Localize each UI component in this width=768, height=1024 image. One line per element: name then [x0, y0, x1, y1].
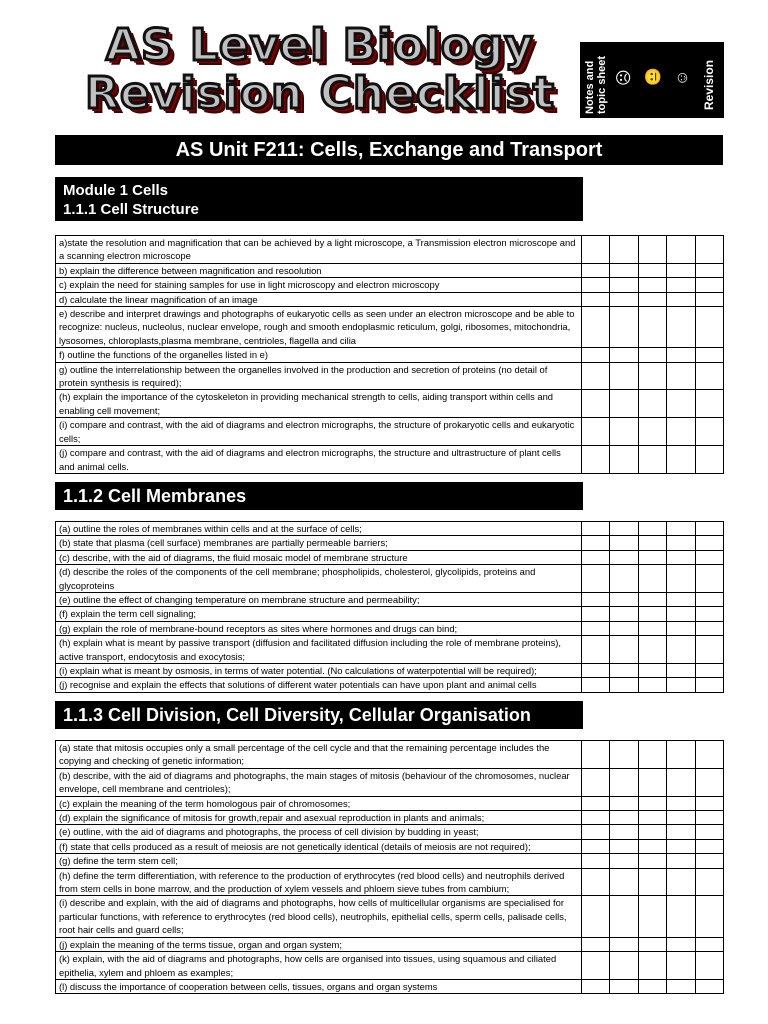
table-row — [56, 263, 724, 277]
objective-text: e) describe and interpret drawings and photographs of eukaryotic cells as seen under an electron microscope and be able to recognize: nucleus, nucleolus, nuclear envelope, rough and smooth endoplasmic reticulum, golgi, ribosomes, mitochondria, lysosomes, chloroplasts,plasma membrane, centrioles, flagella and cilia — [56, 307, 582, 348]
neutral-checkbox[interactable] — [638, 854, 666, 868]
table-row — [56, 348, 724, 362]
happy-checkbox[interactable] — [667, 446, 695, 474]
table-row — [56, 678, 724, 692]
sad-checkbox[interactable] — [610, 979, 638, 993]
happy-checkbox[interactable] — [667, 418, 695, 446]
objective-text: (i) describe and explain, with the aid of diagrams and photographs, how cells of multicellular organisms are specialised for particular functions, with reference to erythrocytes (red blood cells), neutrophils, epithelial cells, sperm cells, palisade cells, root hair cells and guard cells; — [56, 896, 582, 937]
unit-title: AS Unit F211: Cells, Exchange and Transport — [55, 135, 723, 165]
sad-checkbox[interactable] — [610, 236, 638, 264]
happy-checkbox[interactable] — [667, 278, 695, 292]
table-row — [56, 593, 724, 607]
neutral-checkbox[interactable] — [638, 768, 666, 796]
objective-text: (j) recognise and explain the effects that solutions of different water potentials can have upon plant and animal cells — [56, 678, 582, 692]
happy-checkbox[interactable] — [667, 937, 695, 951]
table-row — [56, 278, 724, 292]
sad-checkbox[interactable] — [610, 839, 638, 853]
neutral-checkbox[interactable] — [638, 362, 666, 390]
sad-checkbox[interactable] — [610, 307, 638, 348]
sad-checkbox[interactable] — [610, 768, 638, 796]
objective-text: (b) state that plasma (cell surface) membranes are partially permeable barriers; — [56, 536, 582, 550]
sad-checkbox[interactable] — [610, 854, 638, 868]
revision-checkbox[interactable] — [695, 292, 723, 306]
neutral-checkbox[interactable] — [638, 825, 666, 839]
objective-text: (i) compare and contrast, with the aid of diagrams and electron micrographs, the structure of prokaryotic cells and eukaryotic cells; — [56, 418, 582, 446]
revision-label: Revision — [702, 59, 716, 110]
table-row — [56, 522, 724, 536]
neutral-checkbox[interactable] — [638, 446, 666, 474]
table-row — [56, 896, 724, 937]
table-row — [56, 390, 724, 418]
neutral-checkbox[interactable] — [638, 678, 666, 692]
revision-checkbox[interactable] — [695, 565, 723, 593]
sad-face-icon: ☹ — [616, 69, 633, 86]
revision-checkbox[interactable] — [695, 418, 723, 446]
revision-checkbox[interactable] — [695, 263, 723, 277]
table-row — [56, 952, 724, 980]
objective-text: (f) explain the term cell signaling; — [56, 607, 582, 621]
table-row — [56, 446, 724, 474]
objective-text: a)state the resolution and magnification that can be achieved by a light microscope, a Transmission electron microscope and a scanning electron microscope — [56, 236, 582, 264]
table-row — [56, 839, 724, 853]
revision-checkbox[interactable] — [695, 522, 723, 536]
sad-checkbox[interactable] — [610, 550, 638, 564]
revision-checkbox[interactable] — [695, 937, 723, 951]
objective-text: (g) explain the role of membrane-bound receptors as sites where hormones and drugs can bind; — [56, 621, 582, 635]
notes-checkbox[interactable] — [582, 768, 610, 796]
revision-checkbox[interactable] — [695, 236, 723, 264]
happy-checkbox[interactable] — [667, 292, 695, 306]
revision-checkbox[interactable] — [695, 952, 723, 980]
neutral-checkbox[interactable] — [638, 796, 666, 810]
revision-checkbox[interactable] — [695, 825, 723, 839]
objective-text: (c) describe, with the aid of diagrams, the fluid mosaic model of membrane structure — [56, 550, 582, 564]
table-row — [56, 565, 724, 593]
revision-checkbox[interactable] — [695, 550, 723, 564]
table-row — [56, 741, 724, 769]
notes-checkbox[interactable] — [582, 937, 610, 951]
sad-checkbox[interactable] — [610, 362, 638, 390]
sad-checkbox[interactable] — [610, 446, 638, 474]
notes-checkbox[interactable] — [582, 621, 610, 635]
table-row — [56, 550, 724, 564]
table-row — [56, 937, 724, 951]
happy-face-icon: ☺ — [674, 69, 691, 86]
revision-checkbox[interactable] — [695, 390, 723, 418]
section-heading-cell-division: 1.1.3 Cell Division, Cell Diversity, Cellular Organisation — [55, 701, 583, 729]
objective-text: (b) describe, with the aid of diagrams and photographs, the main stages of mitosis (behaviour of the chromosomes, nuclear envelope, cell membrane and centrioles); — [56, 768, 582, 796]
sad-checkbox[interactable] — [610, 536, 638, 550]
neutral-checkbox[interactable] — [638, 418, 666, 446]
sad-checkbox[interactable] — [610, 868, 638, 896]
section-title: 1.1.1 Cell Structure — [63, 201, 199, 218]
neutral-checkbox[interactable] — [638, 593, 666, 607]
neutral-checkbox[interactable] — [638, 741, 666, 769]
happy-checkbox[interactable] — [667, 390, 695, 418]
sad-checkbox[interactable] — [610, 278, 638, 292]
objective-text: (h) explain the importance of the cytoskeleton in providing mechanical strength to cells, aiding transport within cells and enabling cell movement; — [56, 390, 582, 418]
table-row — [56, 979, 724, 993]
happy-checkbox[interactable] — [667, 565, 695, 593]
revision-checkbox[interactable] — [695, 839, 723, 853]
notes-checkbox[interactable] — [582, 278, 610, 292]
notes-checkbox[interactable] — [582, 607, 610, 621]
notes-checkbox[interactable] — [582, 593, 610, 607]
notes-checkbox[interactable] — [582, 796, 610, 810]
notes-checkbox[interactable] — [582, 362, 610, 390]
neutral-checkbox[interactable] — [638, 811, 666, 825]
revision-checkbox[interactable] — [695, 446, 723, 474]
revision-checkbox[interactable] — [695, 307, 723, 348]
neutral-checkbox[interactable] — [638, 607, 666, 621]
sad-checkbox[interactable] — [610, 418, 638, 446]
neutral-checkbox[interactable] — [638, 565, 666, 593]
happy-checkbox[interactable] — [667, 825, 695, 839]
module-title: Module 1 Cells — [63, 182, 169, 199]
revision-checkbox[interactable] — [695, 868, 723, 896]
revision-checkbox[interactable] — [695, 678, 723, 692]
notes-checkbox[interactable] — [582, 236, 610, 264]
neutral-checkbox[interactable] — [638, 278, 666, 292]
notes-checkbox[interactable] — [582, 741, 610, 769]
objective-text: b) explain the difference between magnification and resoolution — [56, 263, 582, 277]
neutral-checkbox[interactable] — [638, 390, 666, 418]
objective-text: (d) describe the roles of the components of the cell membrane; phospholipids, cholesterol, glycolipids, proteins and glycoproteins — [56, 565, 582, 593]
table-row — [56, 811, 724, 825]
objective-text: (d) explain the significance of mitosis for growth,repair and asexual reproduction in plants and animals; — [56, 811, 582, 825]
happy-checkbox[interactable] — [667, 854, 695, 868]
happy-checkbox[interactable] — [667, 348, 695, 362]
notes-checkbox[interactable] — [582, 263, 610, 277]
objective-text: d) calculate the linear magnification of an image — [56, 292, 582, 306]
notes-checkbox[interactable] — [582, 839, 610, 853]
sad-checkbox[interactable] — [610, 636, 638, 664]
revision-checkbox[interactable] — [695, 979, 723, 993]
notes-checkbox[interactable] — [582, 896, 610, 937]
sad-checkbox[interactable] — [610, 621, 638, 635]
revision-checkbox[interactable] — [695, 593, 723, 607]
notes-label-1: Notes and — [584, 60, 596, 114]
notes-checkbox[interactable] — [582, 825, 610, 839]
table-row — [56, 664, 724, 678]
table-row — [56, 868, 724, 896]
objective-text: (j) explain the meaning of the terms tissue, organ and organ system; — [56, 937, 582, 951]
notes-checkbox[interactable] — [582, 307, 610, 348]
happy-checkbox[interactable] — [667, 896, 695, 937]
table-row — [56, 292, 724, 306]
checklist-table-cell-membranes — [55, 521, 724, 693]
happy-checkbox[interactable] — [667, 952, 695, 980]
happy-checkbox[interactable] — [667, 621, 695, 635]
objective-text: (h) explain what is meant by passive transport (diffusion and facilitated diffusion including the role of membrane proteins), active transport, endocytosis and exocytosis; — [56, 636, 582, 664]
notes-checkbox[interactable] — [582, 952, 610, 980]
objective-text: f) outline the functions of the organelles listed in e) — [56, 348, 582, 362]
neutral-checkbox[interactable] — [638, 536, 666, 550]
table-row — [56, 796, 724, 810]
happy-checkbox[interactable] — [667, 811, 695, 825]
happy-checkbox[interactable] — [667, 362, 695, 390]
neutral-checkbox[interactable] — [638, 937, 666, 951]
happy-checkbox[interactable] — [667, 868, 695, 896]
sad-checkbox[interactable] — [610, 796, 638, 810]
neutral-checkbox[interactable] — [638, 664, 666, 678]
happy-checkbox[interactable] — [667, 550, 695, 564]
revision-checkbox[interactable] — [695, 896, 723, 937]
neutral-checkbox[interactable] — [638, 979, 666, 993]
neutral-checkbox[interactable] — [638, 292, 666, 306]
revision-checkbox[interactable] — [695, 796, 723, 810]
sad-checkbox[interactable] — [610, 593, 638, 607]
neutral-checkbox[interactable] — [638, 621, 666, 635]
happy-checkbox[interactable] — [667, 607, 695, 621]
sad-checkbox[interactable] — [610, 937, 638, 951]
happy-checkbox[interactable] — [667, 236, 695, 264]
sad-checkbox[interactable] — [610, 664, 638, 678]
table-row — [56, 236, 724, 264]
table-row — [56, 825, 724, 839]
page-title — [70, 22, 570, 118]
section-heading-cell-membranes: 1.1.2 Cell Membranes — [55, 482, 583, 510]
notes-checkbox[interactable] — [582, 664, 610, 678]
revision-checkbox[interactable] — [695, 348, 723, 362]
notes-checkbox[interactable] — [582, 536, 610, 550]
revision-checkbox[interactable] — [695, 536, 723, 550]
notes-checkbox[interactable] — [582, 418, 610, 446]
happy-checkbox[interactable] — [667, 636, 695, 664]
objective-text: (a) outline the roles of membranes within cells and at the surface of cells; — [56, 522, 582, 536]
neutral-checkbox[interactable] — [638, 236, 666, 264]
neutral-checkbox[interactable] — [638, 868, 666, 896]
objective-text: (l) discuss the importance of cooperation between cells, tissues, organs and organ systems — [56, 979, 582, 993]
revision-checkbox[interactable] — [695, 607, 723, 621]
objective-text: (a) state that mitosis occupies only a small percentage of the cell cycle and that the remaining percentage includes the copying and checking of genetic information; — [56, 741, 582, 769]
sad-checkbox[interactable] — [610, 896, 638, 937]
table-row — [56, 636, 724, 664]
notes-checkbox[interactable] — [582, 390, 610, 418]
happy-checkbox[interactable] — [667, 263, 695, 277]
revision-checkbox[interactable] — [695, 811, 723, 825]
happy-checkbox[interactable] — [667, 593, 695, 607]
notes-checkbox[interactable] — [582, 565, 610, 593]
revision-checkbox[interactable] — [695, 621, 723, 635]
table-row — [56, 536, 724, 550]
happy-checkbox[interactable] — [667, 678, 695, 692]
objective-text: (e) outline, with the aid of diagrams and photographs, the process of cell division by budding in yeast; — [56, 825, 582, 839]
revision-checkbox[interactable] — [695, 362, 723, 390]
notes-checkbox[interactable] — [582, 868, 610, 896]
neutral-checkbox[interactable] — [638, 348, 666, 362]
objective-text: (e) outline the effect of changing temperature on membrane structure and permeability; — [56, 593, 582, 607]
section-heading-cell-structure — [55, 177, 583, 221]
neutral-face-icon: 😐 — [645, 67, 662, 86]
happy-checkbox[interactable] — [667, 979, 695, 993]
neutral-checkbox[interactable] — [638, 263, 666, 277]
objective-text: (h) define the term differentiation, with reference to the production of erythrocytes (red blood cells) and neutrophils derived from stem cells in bone marrow, and the production of xylem vessels and phloem sieve tubes from cambium; — [56, 868, 582, 896]
neutral-checkbox[interactable] — [638, 636, 666, 664]
happy-checkbox[interactable] — [667, 664, 695, 678]
notes-checkbox[interactable] — [582, 446, 610, 474]
notes-label-2: topic sheet — [596, 55, 608, 114]
happy-checkbox[interactable] — [667, 796, 695, 810]
checklist-table-cell-structure — [55, 235, 724, 474]
checklist-table-cell-division — [55, 740, 724, 994]
title-line-1: AS Level Biology — [105, 20, 535, 71]
neutral-checkbox[interactable] — [638, 896, 666, 937]
objective-text: (g) define the term stem cell; — [56, 854, 582, 868]
table-row — [56, 768, 724, 796]
happy-checkbox[interactable] — [667, 741, 695, 769]
notes-checkbox[interactable] — [582, 811, 610, 825]
happy-checkbox[interactable] — [667, 839, 695, 853]
notes-checkbox[interactable] — [582, 636, 610, 664]
sad-checkbox[interactable] — [610, 348, 638, 362]
neutral-checkbox[interactable] — [638, 522, 666, 536]
sad-checkbox[interactable] — [610, 952, 638, 980]
title-line-2: Revision Checklist — [85, 68, 555, 119]
objective-text: (k) explain, with the aid of diagrams and photographs, how cells are organised into tissues, using squamous and ciliated epithelia, xylem and phloem as examples; — [56, 952, 582, 980]
table-row — [56, 854, 724, 868]
objective-text: c) explain the need for staining samples for use in light microscopy and electron microscopy — [56, 278, 582, 292]
notes-checkbox[interactable] — [582, 292, 610, 306]
notes-checkbox[interactable] — [582, 979, 610, 993]
table-row — [56, 621, 724, 635]
objective-text: (c) explain the meaning of the term homologous pair of chromosomes; — [56, 796, 582, 810]
table-row — [56, 307, 724, 348]
table-row — [56, 607, 724, 621]
sad-checkbox[interactable] — [610, 565, 638, 593]
objective-text: (f) state that cells produced as a result of meiosis are not genetically identical (details of meiosis are not required); — [56, 839, 582, 853]
revision-checkbox[interactable] — [695, 854, 723, 868]
neutral-checkbox[interactable] — [638, 550, 666, 564]
table-row — [56, 362, 724, 390]
sad-checkbox[interactable] — [610, 522, 638, 536]
sad-checkbox[interactable] — [610, 811, 638, 825]
table-row — [56, 418, 724, 446]
neutral-checkbox[interactable] — [638, 839, 666, 853]
notes-checkbox[interactable] — [582, 550, 610, 564]
sad-checkbox[interactable] — [610, 825, 638, 839]
happy-checkbox[interactable] — [667, 522, 695, 536]
objective-text: (j) compare and contrast, with the aid of diagrams and electron micrographs, the structure and ultrastructure of plant cells and animal cells. — [56, 446, 582, 474]
happy-checkbox[interactable] — [667, 307, 695, 348]
sad-checkbox[interactable] — [610, 741, 638, 769]
revision-checkbox[interactable] — [695, 636, 723, 664]
objective-text: (i) explain what is meant by osmosis, in terms of water potential. (No calculations of waterpotential will be required); — [56, 664, 582, 678]
happy-checkbox[interactable] — [667, 768, 695, 796]
revision-checkbox[interactable] — [695, 768, 723, 796]
revision-checkbox[interactable] — [695, 664, 723, 678]
objective-text: g) outline the interrelationship between the organelles involved in the production and secretion of proteins (no detail of protein synthesis is required); — [56, 362, 582, 390]
neutral-checkbox[interactable] — [638, 952, 666, 980]
revision-checkbox[interactable] — [695, 278, 723, 292]
happy-checkbox[interactable] — [667, 536, 695, 550]
neutral-checkbox[interactable] — [638, 307, 666, 348]
sad-checkbox[interactable] — [610, 607, 638, 621]
notes-checkbox[interactable] — [582, 522, 610, 536]
revision-checkbox[interactable] — [695, 741, 723, 769]
rating-key — [580, 42, 724, 118]
notes-checkbox[interactable] — [582, 678, 610, 692]
sad-checkbox[interactable] — [610, 390, 638, 418]
notes-checkbox[interactable] — [582, 348, 610, 362]
sad-checkbox[interactable] — [610, 678, 638, 692]
sad-checkbox[interactable] — [610, 292, 638, 306]
sad-checkbox[interactable] — [610, 263, 638, 277]
notes-checkbox[interactable] — [582, 854, 610, 868]
